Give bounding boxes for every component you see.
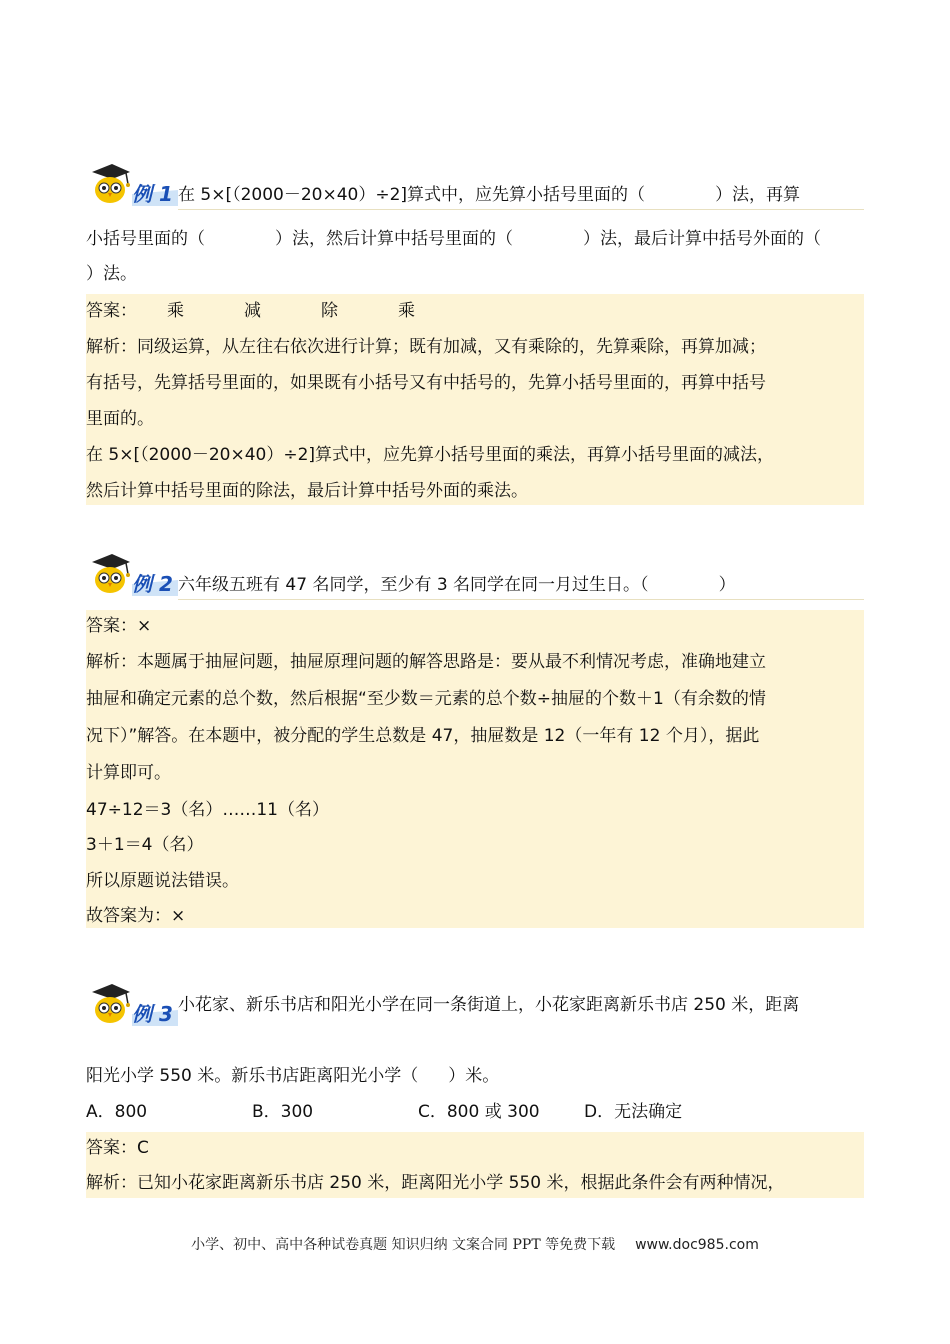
question-line	[178, 180, 800, 210]
analysis-line: 在 5×[（2000－20×40）÷2]算式中，应先算小括号里面的乘法，再算小括号里面的减法，	[86, 445, 775, 465]
footer-text: 小学、初中、高中各种试卷真题 知识归纳 文案合同 PPT 等免费下载	[191, 1237, 616, 1253]
analysis-line: 有括号，先算括号里面的，如果既有小括号又有中括号的，先算小括号里面的，再算中括号	[86, 373, 766, 393]
analysis-line: 47÷12＝3（名）……11（名）	[86, 800, 329, 820]
question-line	[86, 259, 864, 289]
analysis-line: 抽屉和确定元素的总个数，然后根据“至少数＝元素的总个数÷抽屉的个数＋1（有余数的情	[86, 689, 766, 709]
options-row	[86, 1097, 864, 1127]
answer-value: 乘	[167, 301, 184, 321]
answer-line: 答案：C	[86, 1138, 149, 1158]
analysis-line: 况下）”解答。在本题中，被分配的学生总数是 47，抽屉数是 12（一年有 12 个月），据此	[86, 726, 760, 746]
question-text: ）法。	[86, 264, 137, 284]
question-text: 阳光小学 550 米。新乐书店距离阳光小学（	[86, 1066, 419, 1086]
question-text: ）法，再算	[715, 185, 801, 205]
question-text: ）米。	[448, 1066, 500, 1086]
option-d: D．无法确定	[584, 1102, 683, 1122]
example-badge-label: 例 2	[132, 572, 173, 596]
example-badge-label: 例 3	[132, 1002, 173, 1026]
analysis-line: 然后计算中括号里面的除法，最后计算中括号外面的乘法。	[86, 481, 528, 501]
analysis-line: 计算即可。	[86, 763, 171, 783]
analysis-line: 里面的。	[86, 409, 154, 429]
option-b: B．300	[252, 1102, 314, 1122]
question-line: 小花家、新乐书店和阳光小学在同一条街道上，小花家距离新乐书店 250 米，距离	[178, 995, 800, 1015]
question-text: ）	[718, 575, 736, 595]
question-text: 在 5×[（2000－20×40）÷2]算式中，应先算小括号里面的（	[178, 185, 646, 205]
analysis-line: 解析：已知小花家距离新乐书店 250 米，距离阳光小学 550 米，根据此条件会有两种情况，	[86, 1173, 785, 1193]
question-text: 小括号里面的（	[86, 229, 205, 249]
question-line	[86, 224, 864, 254]
option-c: C．800 或 300	[418, 1102, 540, 1122]
analysis-line: 解析：本题属于抽屉问题，抽屉原理问题的解答思路是：要从最不利情况考虑，准确地建立	[86, 652, 766, 672]
question-text: ）法，最后计算中括号外面的（	[583, 229, 821, 249]
answer-label: 答案：	[86, 301, 137, 321]
answer-value: 乘	[398, 301, 415, 321]
example-1-header	[86, 160, 864, 210]
answer-value: 减	[244, 301, 261, 321]
analysis-line: 3＋1＝4（名）	[86, 835, 204, 855]
page-footer	[0, 1234, 950, 1254]
analysis-line: 故答案为：×	[86, 906, 186, 926]
analysis-line: 所以原题说法错误。	[86, 871, 239, 891]
answer-value: 除	[321, 301, 338, 321]
answer-line: 答案：×	[86, 616, 152, 636]
question-line	[178, 570, 736, 600]
question-text: ）法，然后计算中括号里面的（	[275, 229, 513, 249]
footer-site-link[interactable]: www.doc985.com	[635, 1237, 759, 1253]
question-line	[86, 1061, 864, 1091]
analysis-line: 解析：同级运算，从左往右依次进行计算；既有加减，又有乘除的，先算乘除，再算加减；	[86, 337, 766, 357]
example-3-header	[86, 980, 864, 1030]
example-2-header	[86, 550, 864, 600]
answer-line	[86, 296, 864, 326]
example-badge-label: 例 1	[132, 182, 173, 206]
option-a: A．800	[86, 1102, 148, 1122]
question-text: 六年级五班有 47 名同学，至少有 3 名同学在同一月过生日。（	[178, 575, 649, 595]
